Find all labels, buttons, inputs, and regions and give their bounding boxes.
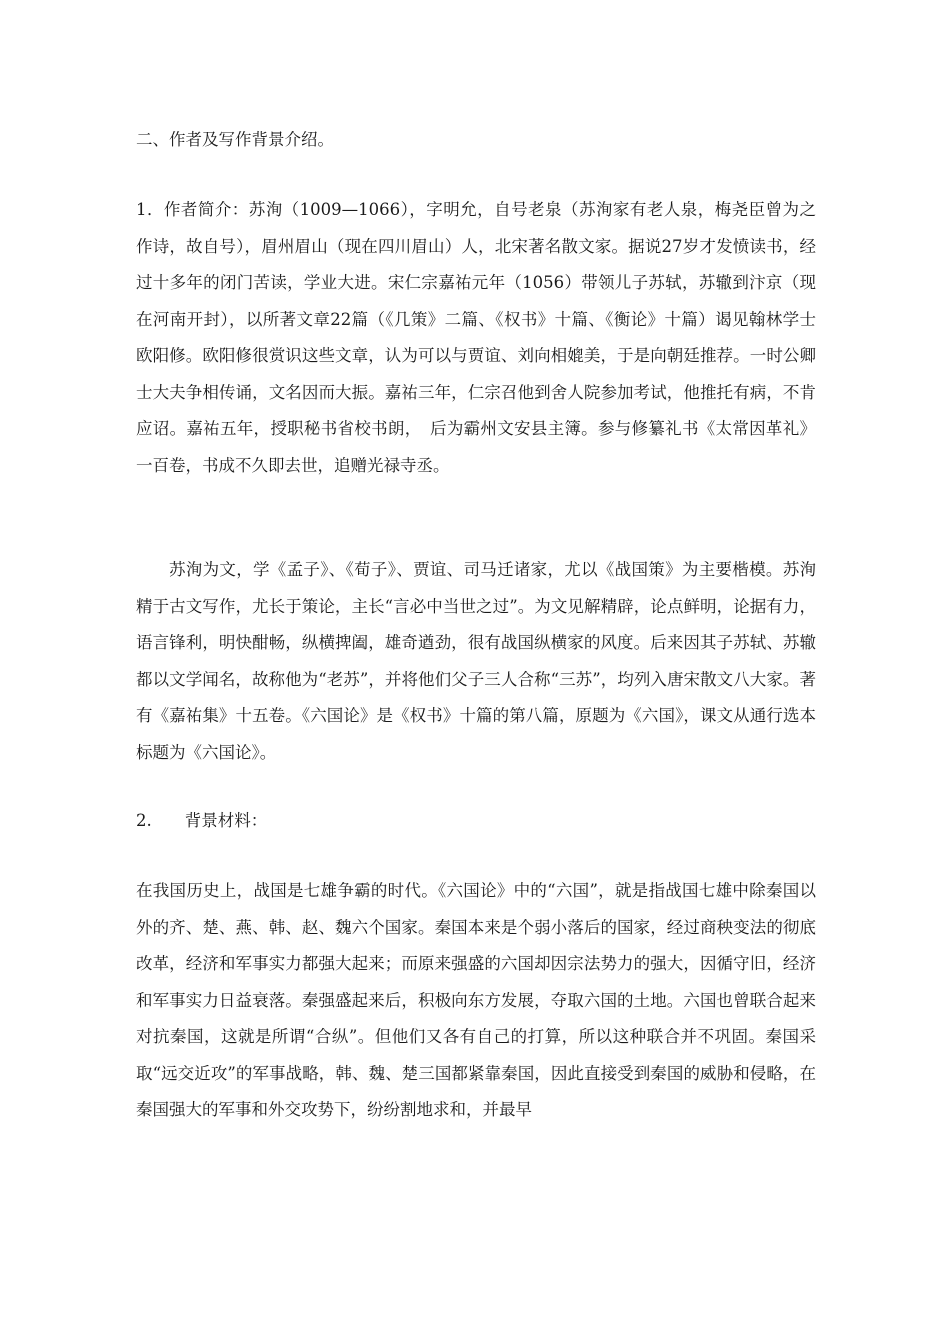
writing-style-paragraph: 苏洵为文，学《孟子》、《荀子》、贾谊、司马迁诸家，尤以《战国策》为主要楷模。苏洵精于古文写作，尤长于策论，主长“言必中当世之过”。为文见解精辟，论点鲜明，论据有力，语言锋利，明快酣畅，纵横捭阖，雄奇遒劲，很有战国纵横家的风度。后来因其子苏轼、苏辙都以文学闻名，故称他为“老苏”，并将他们父子三人合称“三苏”，均列入唐宋散文八大家。著有《嘉祐集》十五卷。《六国论》是《权书》十篇的第八篇，原题为《六国》，课文从通行选本标题为《六国论》。 [136, 560, 816, 762]
section-heading: 二、作者及写作背景介绍。 [136, 130, 334, 149]
author-intro-paragraph: 1．作者简介：苏洵（1009—1066），字明允，自号老泉（苏洵家有老人泉，梅尧臣曾为之作诗，故自号），眉州眉山（现在四川眉山）人，北宋著名散文家。据说27岁才发愤读书，经过十多年的闭门苦读，学业大进。宋仁宗嘉祐元年（1056）带领儿子苏轼，苏辙到汴京（现在河南开封），以所著文章22篇（《几策》二篇、《权书》十篇、《衡论》十篇）谒见翰林学士欧阳修。欧阳修很赏识这些文章，认为可以与贾谊、刘向相媲美，于是向朝廷推荐。一时公卿士大夫争相传诵，文名因而大振。嘉祐三年，仁宗召他到舍人院参加考试，他推托有病，不肯应诏。嘉祐五年，授职秘书省校书朗， 后为霸州文安县主簿。参与修纂礼书《太常因革礼》一百卷，书成不久即去世，追赠光禄寺丞。 [136, 200, 816, 475]
background-paragraph: 在我国历史上，战国是七雄争霸的时代。《六国论》中的“六国”，就是指战国七雄中除秦国以外的齐、楚、燕、韩、赵、魏六个国家。秦国本来是个弱小落后的国家，经过商秧变法的彻底改革，经济和军事实力都强大起来；而原来强盛的六国却因宗法势力的强大，因循守旧，经济和军事实力日益衰落。秦强盛起来后，积极向东方发展，夺取六国的土地。六国也曾联合起来对抗秦国，这就是所谓“合纵”。但他们又各有自己的打算，所以这种联合并不巩固。秦国采取“远交近攻”的军事战略，韩、魏、楚三国都紧靠秦国，因此直接受到秦国的威胁和侵略，在秦国强大的军事和外交攻势下，纷纷割地求和，并最早 [136, 881, 816, 1119]
background-heading: 2. 背景材料： [136, 811, 268, 830]
